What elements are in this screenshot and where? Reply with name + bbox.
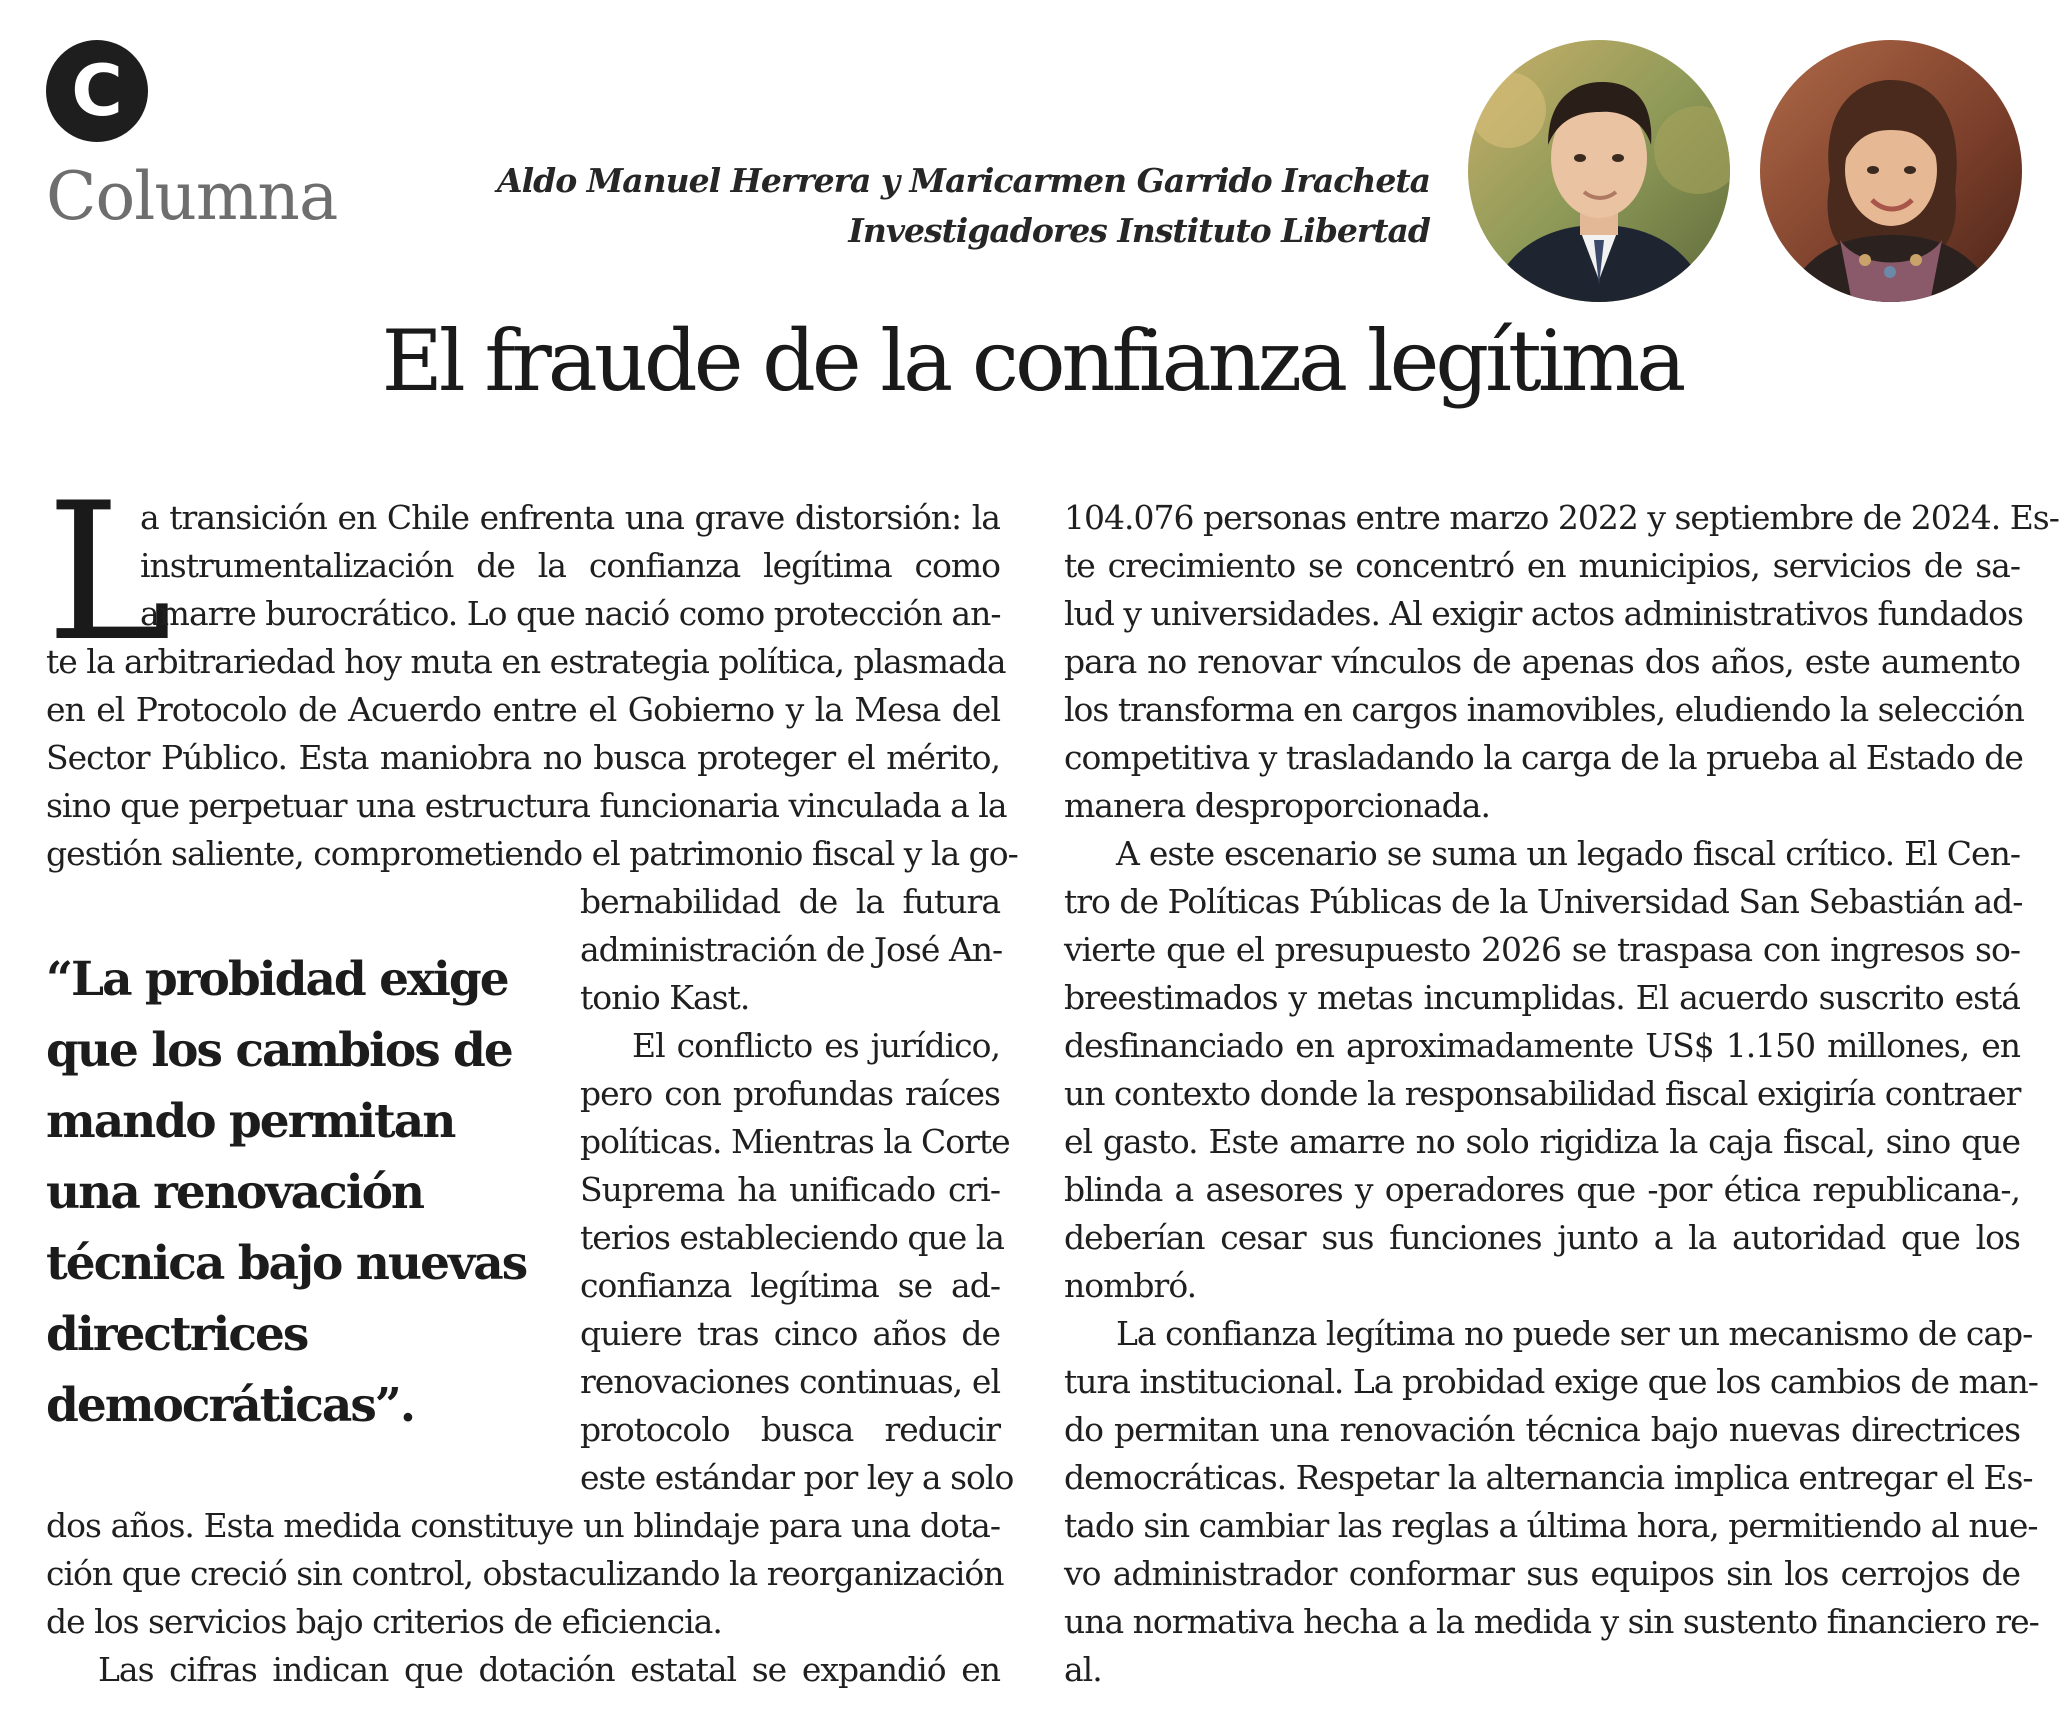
col2-line: manera desproporcionada. xyxy=(1064,786,1490,825)
drop-cap: L xyxy=(46,462,173,683)
col2-line: breestimados y metas incumplidas. El acuerdo suscrito está xyxy=(1064,978,2020,1017)
pull-quote-line: que los cambios de xyxy=(46,1023,512,1078)
col1-line: Suprema ha unificado cri- xyxy=(580,1170,1000,1209)
col1-line: en el Protocolo de Acuerdo entre el Gobierno y la Mesa del xyxy=(46,690,1000,729)
col1-line: Las cifras indican que dotación estatal se expandió en xyxy=(98,1650,1000,1689)
author-photo-female xyxy=(1760,40,2022,302)
col1-line: de los servicios bajo criterios de eficiencia. xyxy=(46,1602,722,1641)
col2-line: tado sin cambiar las reglas a última hora, permitiendo al nue- xyxy=(1064,1506,2038,1545)
col2-line: desfinanciado en aproximadamente US$ 1.150 millones, en xyxy=(1064,1026,2020,1065)
col1-line: amarre burocrático. Lo que nació como protección an- xyxy=(140,594,1001,633)
col2-line: al. xyxy=(1064,1650,1102,1689)
author-photo-male xyxy=(1468,40,1730,302)
col1-line: bernabilidad de la futura xyxy=(580,882,1000,921)
section-logo: C xyxy=(46,40,148,142)
col1-line: Sector Público. Esta maniobra no busca proteger el mérito, xyxy=(46,738,1000,777)
col2-line: blinda a asesores y operadores que -por ética republicana-, xyxy=(1064,1170,2020,1209)
col1-line: sino que perpetuar una estructura funcionaria vinculada a la xyxy=(46,786,1007,825)
pull-quote-line: mando permitan xyxy=(46,1094,455,1149)
col2-line: los transforma en cargos inamovibles, eludiendo la selección xyxy=(1064,690,2024,729)
col2-line: el gasto. Este amarre no solo rigidiza la caja fiscal, sino que xyxy=(1064,1122,2020,1161)
pull-quote-line: democráticas”. xyxy=(46,1378,415,1433)
byline-authors: Aldo Manuel Herrera y Maricarmen Garrido Iracheta xyxy=(497,161,1430,200)
col1-line: pero con profundas raíces xyxy=(580,1074,1000,1113)
col1-line: tonio Kast. xyxy=(580,978,750,1017)
col1-line: quiere tras cinco años de xyxy=(580,1314,1000,1353)
col1-line: protocolo busca reducir xyxy=(580,1410,1000,1449)
col2-line: tro de Políticas Públicas de la Universidad San Sebastián ad- xyxy=(1064,882,2023,921)
col1-line: dos años. Esta medida constituye un blindaje para una dota- xyxy=(46,1506,1000,1545)
col2-line: nombró. xyxy=(1064,1266,1197,1305)
col1-line: te la arbitrariedad hoy muta en estrategia política, plasmada xyxy=(46,642,1006,681)
pull-quote-line: “La probidad exige xyxy=(46,952,508,1007)
col1-line: instrumentalización de la confianza legítima como xyxy=(140,546,1000,585)
pull-quote-line: técnica bajo nuevas xyxy=(46,1236,527,1291)
col1-line: administración de José An- xyxy=(580,930,1003,969)
col1-line: políticas. Mientras la Corte xyxy=(580,1122,1010,1161)
col2-line: 104.076 personas entre marzo 2022 y septiembre de 2024. Es- xyxy=(1064,498,2059,537)
col2-line: te crecimiento se concentró en municipios, servicios de sa- xyxy=(1064,546,2020,585)
col2-line: tura institucional. La probidad exige que los cambios de man- xyxy=(1064,1362,2038,1401)
col1-line: confianza legítima se ad- xyxy=(580,1266,1000,1305)
col1-line: renovaciones continuas, el xyxy=(580,1362,1000,1401)
col2-line: La confianza legítima no puede ser un mecanismo de cap- xyxy=(1116,1314,2033,1353)
headline: El fraude de la confianza legítima xyxy=(381,312,1683,410)
col2-line: un contexto donde la responsabilidad fiscal exigiría contraer xyxy=(1064,1074,2021,1113)
pull-quote-line: directrices xyxy=(46,1307,308,1362)
col2-line: vo administrador conformar sus equipos sin los cerrojos de xyxy=(1064,1554,2020,1593)
col1-line: terios estableciendo que la xyxy=(580,1218,1004,1257)
col1-line: a transición en Chile enfrenta una grave distorsión: la xyxy=(140,498,1000,537)
pull-quote xyxy=(46,944,566,1441)
col1-line: ción que creció sin control, obstaculizando la reorganización xyxy=(46,1554,1004,1593)
byline xyxy=(497,156,1430,256)
col2-line: do permitan una renovación técnica bajo nuevas directrices xyxy=(1064,1410,2020,1449)
pull-quote-line: una renovación xyxy=(46,1165,424,1220)
col2-line: deberían cesar sus funciones junto a la autoridad que los xyxy=(1064,1218,2020,1257)
col2-line: para no renovar vínculos de apenas dos años, este aumento xyxy=(1064,642,2020,681)
col1-line: gestión saliente, comprometiendo el patrimonio fiscal y la go- xyxy=(46,834,1018,873)
col2-line: lud y universidades. Al exigir actos administrativos fundados xyxy=(1064,594,2023,633)
section-label: Columna xyxy=(46,158,338,235)
byline-affiliation: Investigadores Instituto Libertad xyxy=(848,211,1430,250)
col1-line: El conflicto es jurídico, xyxy=(632,1026,1000,1065)
col1-line: este estándar por ley a solo xyxy=(580,1458,1014,1497)
col2-line: una normativa hecha a la medida y sin sustento financiero re- xyxy=(1064,1602,2039,1641)
col2-line: vierte que el presupuesto 2026 se traspasa con ingresos so- xyxy=(1064,930,2020,969)
col2-line: A este escenario se suma un legado fiscal crítico. El Cen- xyxy=(1116,834,2020,873)
col2-line: democráticas. Respetar la alternancia implica entregar el Es- xyxy=(1064,1458,2033,1497)
col2-line: competitiva y trasladando la carga de la prueba al Estado de xyxy=(1064,738,2023,777)
